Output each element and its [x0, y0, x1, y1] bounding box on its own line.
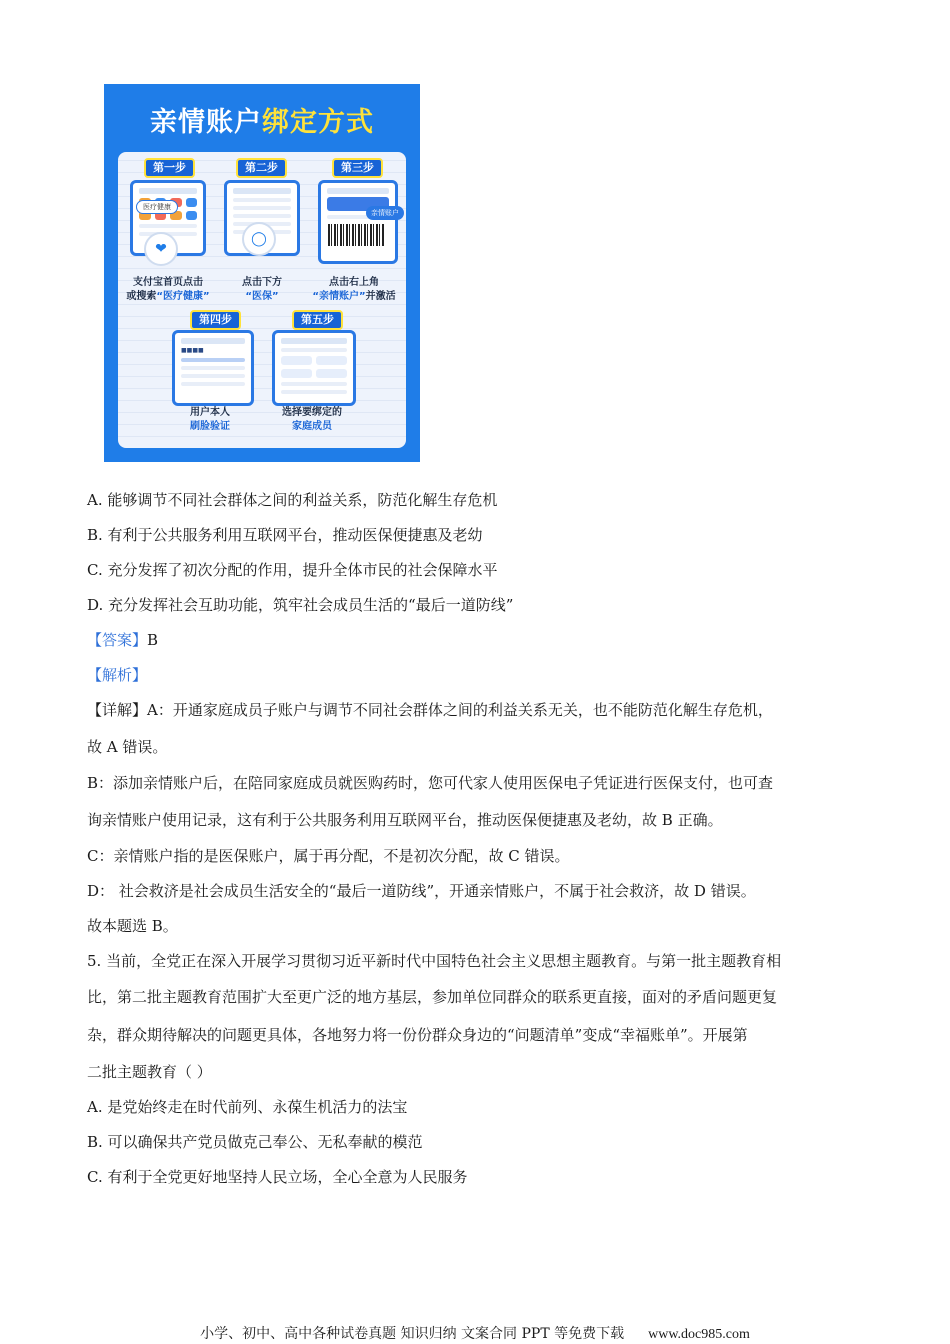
account-pill: 亲情账户	[366, 206, 404, 220]
q5-stem-line-2: 比，第二批主题教育范围扩大至更广泛的地方基层，参加单位同群众的联系更直接，面对的矛盾问题更复	[87, 988, 778, 1006]
q4-option-b: B. 有利于公共服务利用互联网平台，推动医保便捷惠及老幼	[87, 526, 483, 544]
answer-line	[87, 630, 158, 650]
footer-text: 小学、初中、高中各种试卷真题 知识归纳 文案合同 PPT 等免费下载	[200, 1326, 625, 1342]
q4-option-d: D. 充分发挥社会互助功能，筑牢社会成员生活的“最后一道防线”	[87, 596, 514, 614]
step-caption: 点击右上角 “亲情账户”并激活	[312, 277, 396, 302]
detail-line-2: 故 A 错误。	[87, 738, 168, 756]
answer-label: 【答案】	[87, 631, 148, 649]
step-4	[168, 312, 258, 442]
detail-line-7: 故本题选 B。	[87, 917, 178, 935]
step-caption: 用户本人 刷脸验证	[190, 407, 230, 432]
step-caption: 选择要绑定的 家庭成员	[282, 407, 342, 432]
step-3	[314, 160, 398, 310]
detail-line-1: 【详解】A：开通家庭成员子账户与调节不同社会群体之间的利益关系无关，也不能防范化解生存危机，	[87, 701, 773, 719]
step-badge: 第二步	[236, 158, 287, 178]
title-part-2: 绑定方式	[262, 107, 374, 138]
q5-option-c: C. 有利于全党更好地坚持人民立场，全心全意为人民服务	[87, 1168, 468, 1186]
search-pill: 医疗健康	[136, 200, 178, 214]
detail-line-6: D： 社会救济是社会成员生活安全的“最后一道防线”，开通亲情账户，不属于社会救济，故 D 错误。	[87, 882, 756, 900]
q5-stem-line-3: 杂，群众期待解决的问题更具体，各地努力将一份份群众身边的“问题清单”变成“幸福账单”。开展第	[87, 1026, 748, 1044]
step-badge: 第三步	[332, 158, 383, 178]
barcode	[328, 224, 384, 246]
detail-line-5: C：亲情账户指的是医保账户，属于再分配，不是初次分配，故 C 错误。	[87, 847, 570, 865]
title-part-1: 亲情账户	[150, 107, 262, 138]
phone-screenshot: ■■■■	[172, 330, 254, 406]
step-badge: 第四步	[190, 310, 241, 330]
infographic	[104, 84, 420, 462]
detail-line-3: B：添加亲情账户后，在陪同家庭成员就医购药时，您可代家人使用医保电子凭证进行医保支付，也可查	[87, 774, 774, 792]
detail-label: 【详解】	[87, 701, 148, 719]
q5-stem-line-1: 5. 当前，全党正在深入开展学习贯彻习近平新时代中国特色社会主义思想主题教育。与第一批主题教育相	[87, 952, 782, 970]
step-1	[126, 160, 210, 310]
answer-value: B	[147, 631, 159, 649]
step-5	[268, 312, 358, 442]
q4-option-a: A. 能够调节不同社会群体之间的利益关系，防范化解生存危机	[87, 491, 498, 509]
q5-stem-line-4: 二批主题教育（ ）	[87, 1063, 212, 1081]
q5-option-b: B. 可以确保共产党员做克己奉公、无私奉献的模范	[87, 1133, 423, 1151]
page-footer	[0, 1323, 950, 1343]
footer-url[interactable]: www.doc985.com	[648, 1327, 750, 1342]
step-caption: 支付宝首页点击 或搜索“医疗健康”	[126, 277, 210, 302]
infographic-title	[104, 100, 420, 139]
step-2	[220, 160, 304, 310]
q4-option-c: C. 充分发挥了初次分配的作用，提升全体市民的社会保障水平	[87, 561, 498, 579]
step-badge: 第五步	[292, 310, 343, 330]
steps-panel	[118, 152, 406, 448]
q5-option-a: A. 是党始终走在时代前列、永葆生机活力的法宝	[87, 1098, 408, 1116]
step-caption: 点击下方 “医保”	[242, 277, 282, 302]
shield-icon: ◯	[242, 222, 276, 256]
phone-screenshot	[272, 330, 356, 406]
step-badge: 第一步	[144, 158, 195, 178]
analysis-label: 【解析】	[87, 666, 148, 684]
detail-line-4: 询亲情账户使用记录，这有利于公共服务利用互联网平台，推动医保便捷惠及老幼，故 B 正确。	[87, 811, 723, 829]
phone-screenshot	[318, 180, 398, 264]
heart-icon: ❤	[144, 232, 178, 266]
